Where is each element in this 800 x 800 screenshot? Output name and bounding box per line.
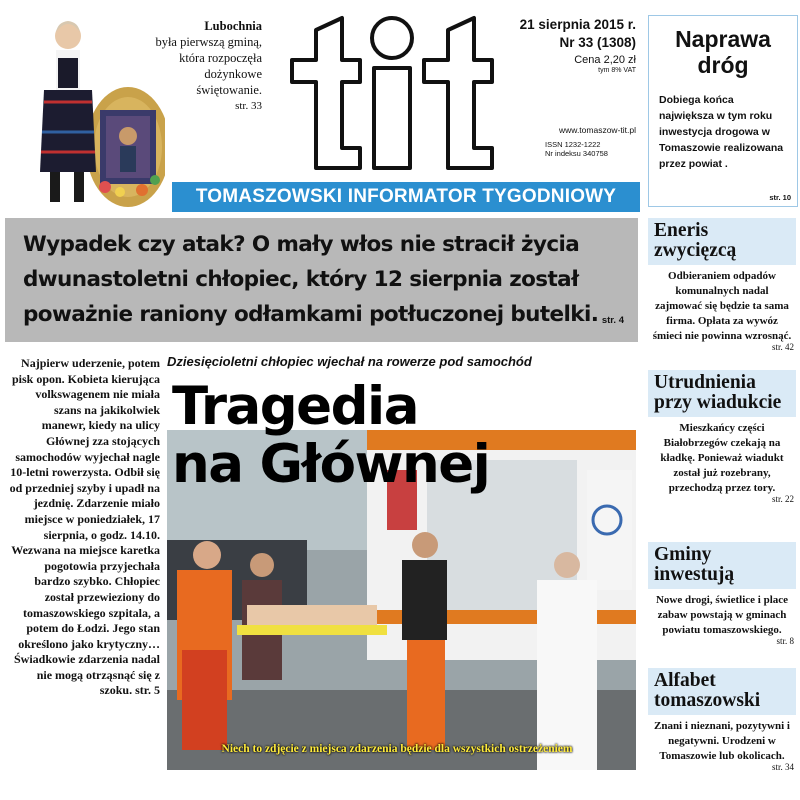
issue-price: Cena 2,20 zł [574, 54, 636, 66]
lead-article-page-ref: str. 5 [135, 683, 160, 698]
teaser-eneris[interactable] [648, 218, 796, 352]
teaser-alphabet[interactable] [648, 668, 796, 772]
teaser-communes-invest[interactable] [648, 542, 796, 646]
website-link[interactable]: www.tomaszow-tit.pl [559, 125, 636, 135]
lead-article-column [8, 356, 160, 699]
masthead-title-bar [172, 182, 640, 212]
teaser-page-ref: str. 42 [771, 342, 794, 352]
promo-line: która rozpoczęła [179, 51, 262, 65]
teaser-body: Odbieraniem odpadów komunalnych nadal zajmować się będzie ta sama firma. Opłata za wywóz śmieci nie powinna wzrosnąć. [652, 270, 792, 342]
promo-line: była pierwszą gminą, [155, 35, 262, 49]
main-headline-line-1: Tragedia [172, 376, 418, 437]
main-headline[interactable] [172, 378, 642, 494]
secondary-headline-page-ref: str. 4 [601, 315, 624, 326]
teaser-page-ref: str. 8 [776, 636, 794, 646]
secondary-headline: Wypadek czy atak? O mały włos nie stracił życia dwunastoletni chłopiec, który 12 sierpnia został poważnie raniony odłamkami potłuczonej butelki. [23, 232, 599, 327]
issue-date: 21 sierpnia 2015 r. [519, 17, 636, 32]
secondary-headline-box[interactable] [5, 218, 638, 342]
teaser-heading: Naprawa dróg [675, 26, 771, 78]
teaser-page-ref: str. 22 [771, 494, 794, 504]
teaser-heading: Eneris zwycięzcą [648, 218, 796, 265]
teaser-body: Nowe drogi, świetlice i place zabaw powstają w gminach powiatu tomaszowskiego. [655, 594, 789, 636]
issue-number: Nr 33 (1308) [559, 35, 636, 50]
main-headline-line-2: na Głównej [172, 434, 490, 495]
teaser-heading: Utrudnienia przy wiadukcie [648, 370, 796, 417]
teaser-page-ref: str. 10 [769, 193, 791, 202]
photo-caption: Niech to zdjęcie z miejsca zdarzenia będzie dla wszystkich ostrzeżeniem [221, 743, 573, 755]
promo-line: świętowanie. [196, 83, 262, 97]
promo-page-ref: str. 33 [235, 100, 262, 112]
teaser-body: Dobiega końca największa w tym roku inwestycja drogowa w Tomaszowie realizowana przez powiat . [659, 94, 784, 170]
article-kicker: Dziesięcioletni chłopiec wjechał na rowerze pod samochód [167, 354, 532, 369]
teaser-page-ref: str. 34 [771, 762, 794, 772]
teaser-viaduct[interactable] [648, 370, 796, 504]
vat-note: tym 8% VAT [598, 67, 636, 74]
teaser-heading: Alfabet tomaszowski [648, 668, 796, 715]
promo-text[interactable] [140, 18, 262, 114]
teaser-body: Mieszkańcy części Białobrzegów czekają na kładkę. Ponieważ wiadukt został już rozebrany, przechodzą przez tory. [660, 422, 784, 494]
issn-block [545, 140, 637, 158]
lead-article-text: Najpierw uderzenie, potem pisk opon. Kobieta kierująca volkswagenem nie miała szans na jakikolwiek manewr, kiedy na ulicy Głównej zza stojących samochodów wyjechał nagle 10-letni rowerzysta. Odbił się od przedniej szyby i upadł na jezdnię. Zdarzenie miało miejsce w poniedziałek, 17 sierpnia, o godz. 14.10. Wezwana na miejsce karetka pogotowia przyjechała bardzo szybko. Chłopiec został przewieziony do tomaszowskiego szpitala, a potem do Łodzi. Jego stan określono jako krytyczny… Świadkowie zdarzenia nadal nie mogą otrząsnąć się z szoku. [9, 356, 160, 698]
newspaper-logo[interactable] [272, 8, 512, 176]
teaser-road-repair[interactable] [648, 15, 798, 207]
issue-info [508, 16, 636, 52]
teaser-heading: Gminy inwestują [648, 542, 796, 589]
promo-line: dożynkowe [204, 67, 262, 81]
price-block [508, 54, 636, 75]
teaser-body: Znani i nieznani, pozytywni i negatywni. Urodzeni w Tomaszowie lub okolicach. [653, 720, 790, 762]
index-number: Nr indeksu 340758 [545, 149, 608, 158]
promo-place: Lubochnia [204, 19, 262, 33]
issn-number: ISSN 1232-1222 [545, 140, 601, 149]
masthead-title: TOMASZOWSKI INFORMATOR TYGODNIOWY [195, 186, 617, 207]
